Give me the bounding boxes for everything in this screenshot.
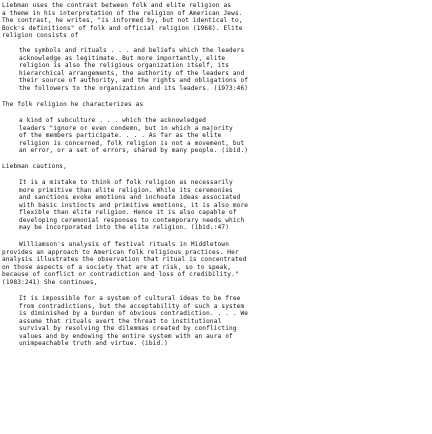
block-quote-line: religion is also the religious organization itself, its — [19, 62, 230, 69]
block-quote-line: It is a mistake to think of folk religion as necessarily — [19, 179, 233, 186]
block-quote-line: the followers to the organization and its leaders. (1973:46) — [19, 84, 249, 92]
block-quote-line: assume that rituals avert the threat to institutional — [19, 317, 222, 325]
block-quote-line: with basic instincts and primitive emotions, it is also more — [19, 201, 249, 209]
block-quote-line: flexible than elite religion. Hence it is also capable of — [19, 209, 237, 216]
block-quote-line: a kind of subculture . . . which the acknowledged — [19, 117, 207, 124]
block-quote-line: unimpeachable truth and virtue. (ibid.) — [19, 340, 168, 347]
block-quote-line: survival by resolving the dilemmas created by conflicting — [19, 325, 237, 332]
block-quote-line: acknowledge as legitimate. But more importantly, elite — [19, 54, 226, 62]
body-text-line: The folk religion he characterizes as — [2, 101, 144, 108]
block-quote-line: leaders "ignore or even condemn, but in which a majority — [19, 124, 233, 132]
block-quote-line: religion is concerned, folk religion is not a movement, but — [19, 139, 245, 147]
body-text-line: (1983:241) She continues, — [2, 278, 98, 286]
block-quote-line: is diminished by a burden of obvious contradiction. . . . We — [19, 310, 249, 317]
body-text-line: The contrast, he writes, "is informed by, but not identical to, — [2, 17, 243, 24]
body-text-line: Bock's definitions" of folk and official religion (1968). Elite — [2, 24, 243, 32]
body-text-line: Liebman cautions, — [2, 163, 67, 170]
block-quote-line: from contradictions, but the acceptability of such a system — [19, 302, 245, 310]
block-quote-line: and sanctions evoke emotions and inchoate ideas associated — [19, 194, 241, 201]
block-quote-line: It is impossible for a system of cultural ideas to be free — [19, 295, 241, 302]
body-text-line: Liebman uses the contrast between folk and elite religion as — [2, 2, 232, 9]
body-text-line: provides an approach to American folk religious practices. Her — [2, 248, 239, 256]
block-quote-line: developing ceremonial responses to contemporary needs which — [19, 216, 245, 224]
block-quote-line: may be incorporated into the elite religion. (ibid.:47) — [19, 224, 230, 231]
block-quote-line: hierarchical arrangements, the authority of the leaders and — [19, 69, 245, 77]
body-text-line: religion consists of — [2, 32, 79, 39]
body-text-line: analysis illustrates the observation that ritual is concentrated — [2, 256, 247, 263]
block-quote-line: of the members participate. . . . As far as the elite — [19, 132, 222, 139]
body-text-line: because of conflict or contradiction and loss of credibility." — [2, 271, 239, 278]
block-quote-line: values and by endowing the entire system with an aura of — [19, 332, 233, 340]
body-text-line: a theme in his interpretation of the religion of American Jews. — [2, 9, 243, 17]
body-text-line: on those aspects of a society that are at risk, so to speak, — [2, 263, 232, 271]
body-text-line: Williamson's analysis of festival rituals in Middletown — [19, 241, 230, 248]
block-quote-line: more primitive than elite religion. While its ceremonies — [19, 186, 233, 194]
block-quote-line: the symbols and rituals . . . and beliefs which the leaders — [19, 47, 245, 54]
block-quote-line: their source of authority, and the rights and obligations of — [19, 77, 249, 84]
block-quote-line: an error, or a set of errors, shared by many people. (ibid.) — [19, 147, 249, 154]
